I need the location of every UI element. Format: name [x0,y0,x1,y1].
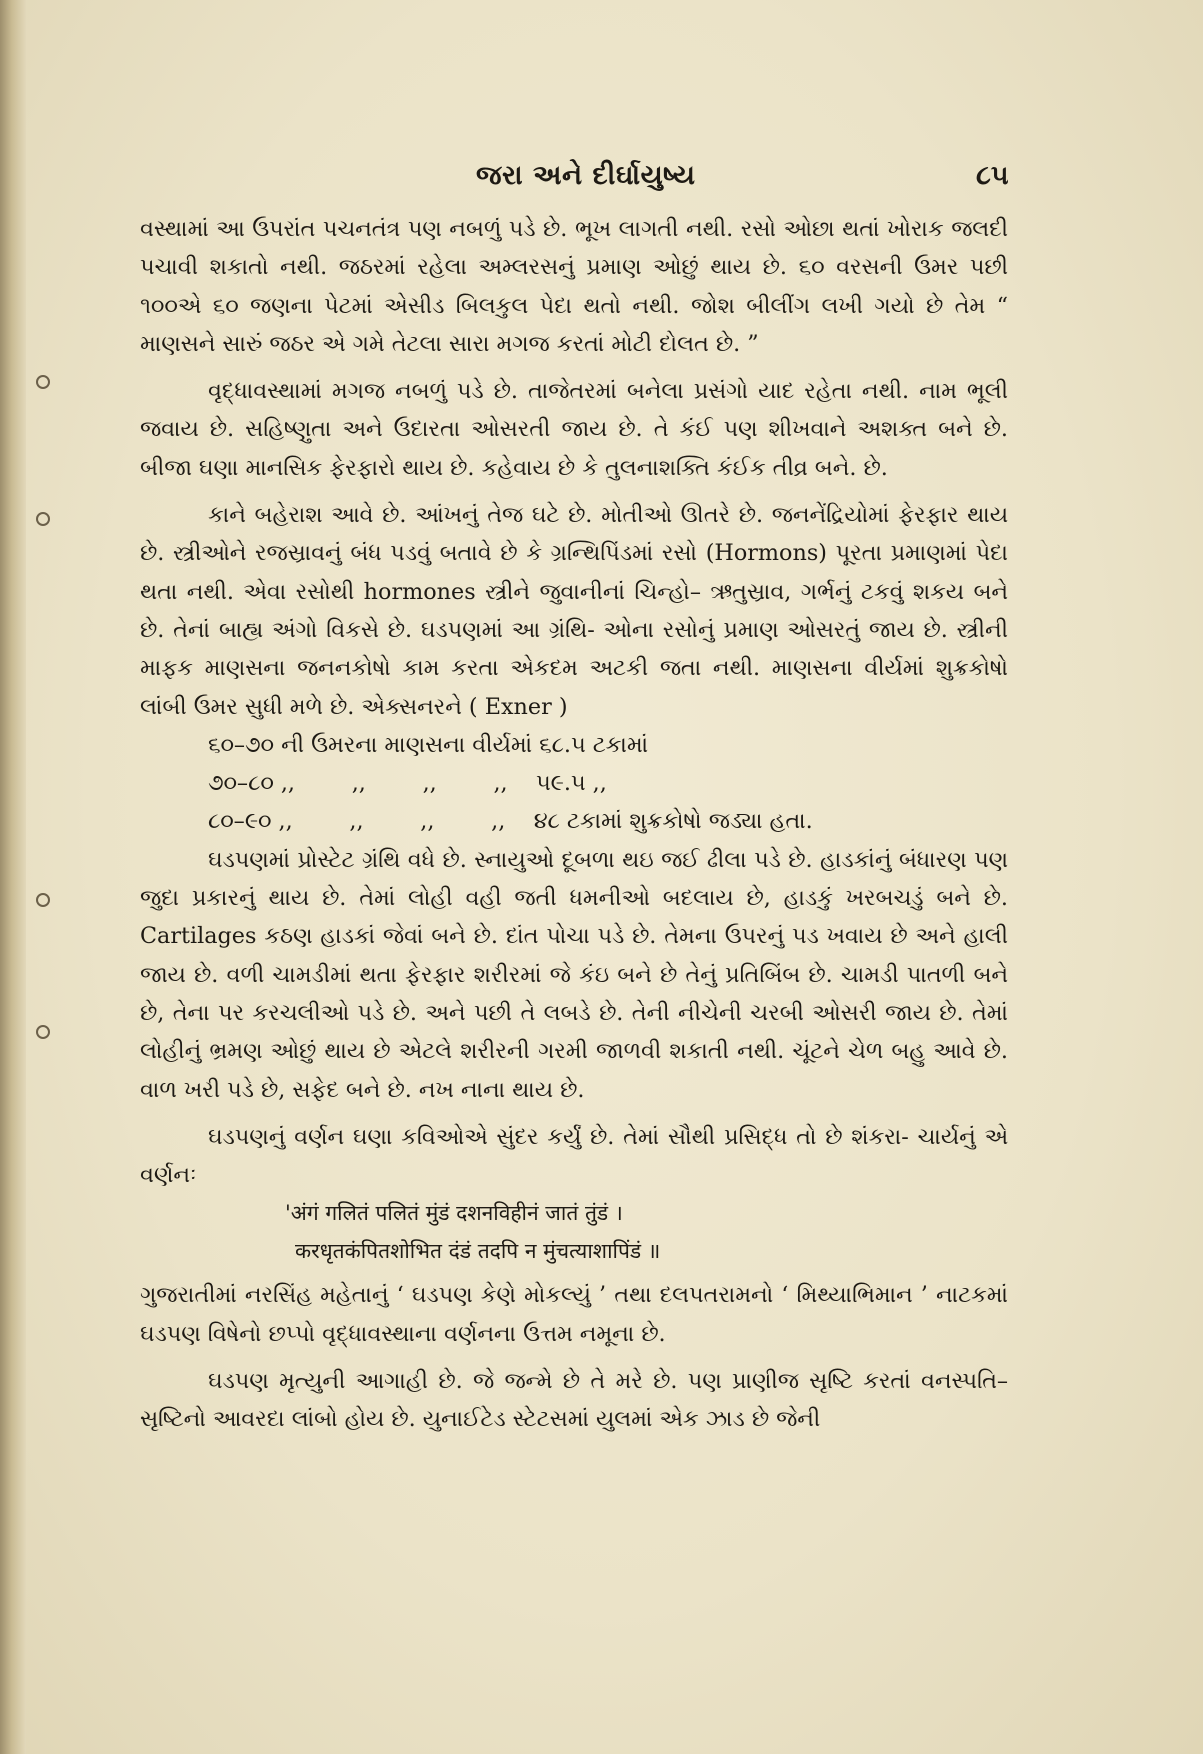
paragraph-senses: કાને બહેરાશ આવે છે. આંખનું તેજ ઘટે છે. મોતીઓ ઊતરે છે. જનનેંદ્રિયોમાં ફેરફાર થાય છે. સ્ત્રીઓને રજસ્રાવનું બંધ પડવું બતાવે છે કે ગ્રન્થિપિંડમાં રસો (Hormons) પૂરતા પ્રમાણમાં પેદા થતા નથી. એવા રસોથી hormones સ્ત્રીને જુવાનીનાં ચિન્હો– ઋતુસ્રાવ, ગર્ભનું ટકવું શકય બને છે. તેનાં બાહ્ય અંગો વિકસે છે. ઘડપણમાં આ ગ્રંથિ- ઓના રસોનું પ્રમાણ ઓસરતું જાય છે. સ્ત્રીની માફક માણસના જનનકોષો કામ કરતા એકદમ અટકી જતા નથી. માણસના વીર્યમાં શુક્રકોષો લાંબી ઉમર સુધી મળે છે. એક્સનરને ( Exner ) [140,502,1008,720]
binding-hole-icon [36,893,50,907]
page-binding-edge [0,0,26,1754]
binding-hole-icon [36,375,50,389]
paragraph-poets: ઘડપણનું વર્ણન ઘણા કવિઓએ સુંદર કર્યું છે. તેમાં સૌથી પ્રસિદ્ધ તો છે શંકરા- ચાર્યનું એ વર્ણનઃ [140,1123,1008,1189]
sanskrit-verse-line: करधृतकंपितशोभित दंडं तदपि न मुंचत्याशापिंडं ॥ [295,1239,661,1264]
chapter-title: જરા અને દીર્ઘાયુષ્ય [476,160,696,191]
body-text [140,210,1008,1439]
sanskrit-verse-line: 'अंगं गलितं पलितं मुंडं दशनविहीनं जातं तुंडं । [285,1201,623,1226]
paragraph-brain: વૃદ્ધાવસ્થામાં મગજ નબળું પડે છે. તાજેતરમાં બનેલા પ્રસંગો યાદ રહેતા નથી. નામ ભૂલી જવાય છે. સહિષ્ણુતા અને ઉદારતા ઓસરતી જાય છે. તે કંઈ પણ શીખવાને અશક્ત બને છે. બીજા ઘણા માનસિક ફેરફારો થાય છે. કહેવાય છે કે તુલનાશક્તિ કંઈક તીવ્ર બને. છે. [140,378,1008,481]
stat-line: ૭૦–૮૦ ,, ,, ,, ,, ૫૯.૫ ,, [208,770,607,797]
paragraph-digestion: વસ્થામાં આ ઉપરાંત પચનતંત્ર પણ નબળું પડે છે. ભૂખ લાગતી નથી. રસો ઓછા થતાં ખોરાક જલદી પચાવી શકાતો નથી. જઠરમાં રહેલા અમ્લરસનું પ્રમાણ ઓછું થાય છે. ૬૦ વરસની ઉમર પછી ૧૦૦એ ૬૦ જણના પેટમાં એસીડ બિલકુલ પેદા થતો નથી. જોશ બીલીંગ લખી ગયો છે તેમ “ માણસને સારું જઠર એ ગમે તેટલા સારા મગજ કરતાં મોટી દોલત છે. ” [140,216,1008,357]
page-number: ૮૫ [976,160,1009,191]
running-head [0,160,1203,200]
binding-hole-icon [36,512,50,526]
paragraph-gujarati-poems: ગુજરાતીમાં નરસિંહ મહેતાનું ‘ ઘડપણ કેણે મોકલ્યું ’ તથા દલપતરામનો ‘ મિથ્યાભિમાન ’ નાટકમાં ઘડપણ વિષેનો છપ્પો વૃદ્ધાવસ્થાના વર્ણનના ઉત્તમ નમૂના છે. [140,1282,1008,1347]
stat-line: ૮૦–૯૦ ,, ,, ,, ,, ૪૮ ટકામાં શુક્રકોષો જડ્યા હતા. [208,808,813,835]
paragraph-body-changes: ઘડપણમાં પ્રોસ્ટેટ ગ્રંથિ વધે છે. સ્નાયુઓ દૂબળા થઇ જઈ ઢીલા પડે છે. હાડકાંનું બંધારણ પણ જુદા પ્રકારનું થાય છે. તેમાં લોહી વહી જતી ધમનીઓ બદલાય છે, હાડકું ખરબચડું બને છે. Cartilages કઠણ હાડકાં જેવાં બને છે. દાંત પોચા પડે છે. તેમના ઉપરનું પડ ખવાય છે અને હાલી જાય છે. વળી ચામડીમાં થતા ફેરફાર શરીરમાં જે કંઇ બને છે તેનું પ્રતિબિંબ છે. ચામડી પાતળી બને છે, તેના પર કરચલીઓ પડે છે. અને પછી તે લબડે છે. તેની નીચેની ચરબી ઓસરી જાય છે. તેમાં લોહીનું ભ્રમણ ઓછું થાય છે એટલે શરીરની ગરમી જાળવી શકાતી નથી. ચૂંટને ચેળ બહુ આવે છે. વાળ ખરી પડે છે, સફેદ બને છે. નખ નાના થાય છે. [140,846,1008,1103]
stat-line: ૬૦–૭૦ ની ઉમરના માણસના વીર્યમાં ૬૮.૫ ટકામાં [208,731,649,758]
binding-hole-icon [36,1025,50,1039]
paragraph-mortality: ઘડપણ મૃત્યુની આગાહી છે. જે જન્મે છે તે મરે છે. પણ પ્રાણીજ સૃષ્ટિ કરતાં વનસ્પતિ–સૃષ્ટિનો આવરદા લાંબો હોય છે. યુનાઈટેડ સ્ટેટસમાં યુલમાં એક ઝાડ છે જેની [140,1368,1008,1433]
